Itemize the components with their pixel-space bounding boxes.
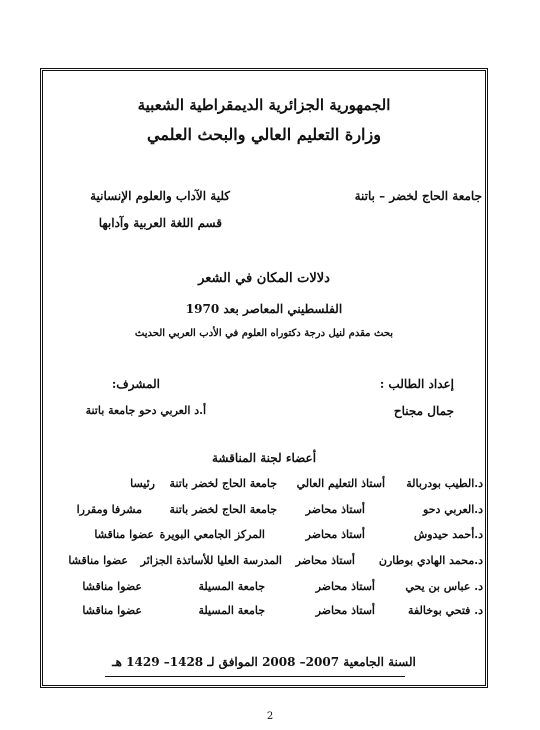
ministry-title: وزارة التعليم العالي والبحث العلمي: [147, 125, 381, 144]
member-rank: أستاذ محاضر: [295, 554, 355, 567]
thesis-title-line2: الفلسطيني المعاصر بعد 1970: [185, 302, 343, 316]
footer-rule: [105, 676, 405, 677]
member-rank: أستاذ محاضر: [315, 580, 375, 593]
member-university: المدرسة العليا للأساتذة الجزائر: [140, 554, 282, 567]
republic-title: الجمهورية الجزائرية الديمقراطية الشعبية: [137, 96, 391, 114]
member-university: جامعة الحاج لخضر باتنة: [169, 477, 277, 490]
member-rank: أستاذ محاضر: [305, 503, 365, 516]
department-name: قسم اللغة العربية وآدابها: [98, 216, 222, 230]
member-name: د.محمد الهادي بوطارن: [378, 554, 483, 567]
member-role: عضوا مناقشا: [82, 580, 142, 593]
university-name: جامعة الحاج لخضر – باتنة: [354, 189, 482, 203]
thesis-subtitle: بحث مقدم لنيل درجة دكتوراه العلوم في الأدب العربي الحديث: [134, 328, 394, 339]
member-rank: أستاذ محاضر: [315, 604, 375, 617]
member-role: عضوا مناقشا: [82, 604, 142, 617]
member-name: د.العربي دحو: [423, 503, 483, 516]
page-number: 2: [266, 711, 274, 722]
member-name: د. فتحي بوخالفة: [408, 604, 483, 617]
academic-year: السنة الجامعية 2007– 2008 الموافق لـ 1428– 1429 هـ: [112, 655, 416, 669]
supervisor-label: المشرف:: [111, 377, 160, 391]
member-university: جامعة المسيلة: [198, 604, 265, 617]
member-rank: أستاذ محاضر: [305, 528, 365, 541]
member-name: د. عباس بن يحي: [405, 580, 483, 593]
member-rank: أستاذ التعليم العالي: [296, 477, 385, 490]
student-label: إعداد الطالب :: [379, 377, 454, 391]
thesis-title-line1: دلالات المكان في الشعر: [198, 271, 330, 286]
member-university: جامعة الحاج لخضر باتنة: [169, 503, 277, 516]
member-name: د.أحمد حيدوش: [413, 528, 483, 541]
faculty-name: كلية الآداب والعلوم الإنسانية: [90, 189, 230, 203]
member-role: عضوا مناقشا: [68, 554, 128, 567]
committee-heading: أعضاء لجنة المناقشة: [211, 451, 317, 465]
member-university: جامعة المسيلة: [198, 580, 265, 593]
member-role: عضوا مناقشا: [94, 528, 154, 541]
member-university: المركز الجامعي البويرة: [159, 528, 265, 541]
member-name: د.الطيب بودربالة: [406, 477, 483, 490]
member-role: رئيسا: [130, 477, 155, 490]
student-name: جمال مجناح: [393, 404, 454, 418]
member-role: مشرفا ومقررا: [76, 503, 142, 516]
supervisor-name: أ.د العربي دحو جامعة باتنة: [85, 404, 206, 417]
